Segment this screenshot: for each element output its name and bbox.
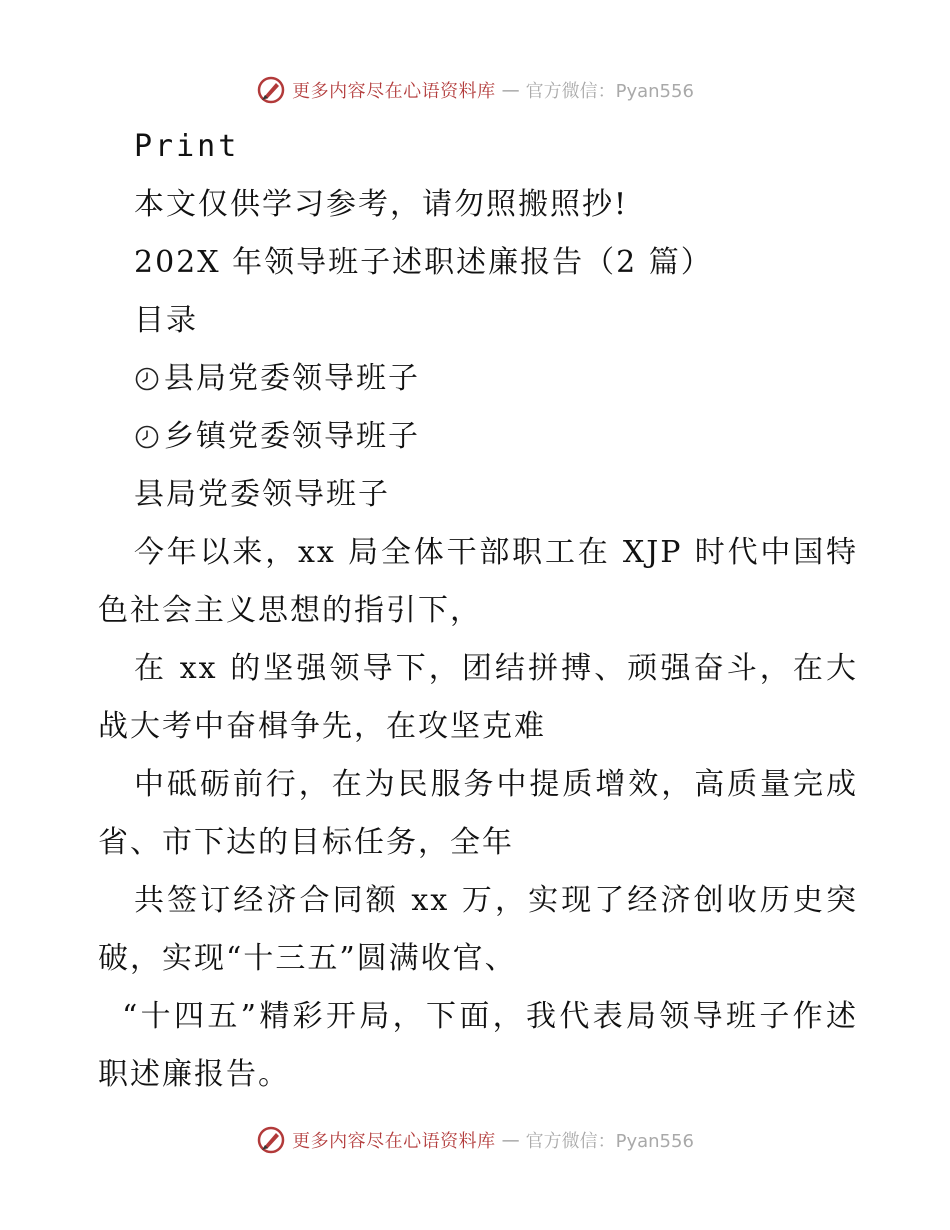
document-title: 202X 年领导班子述职述廉报告（2 篇） — [134, 245, 713, 280]
toc-item-township[interactable] — [98, 408, 858, 466]
body-paragraph: 共签订经济合同额 xx 万，实现了经济创收历史突破，实现“十三五”圆满收官、 — [98, 883, 858, 976]
banner-text: 更多内容尽在心语资料库 — [292, 1131, 496, 1152]
body-paragraph: 在 xx 的坚强领导下，团结拼搏、顽强奋斗，在大战大考中奋楫争先，在攻坚克难 — [98, 651, 858, 744]
notice-text: 本文仅供学习参考，请勿照搬照抄! — [134, 187, 629, 222]
toc-item-label: 县局党委领导班子 — [164, 361, 420, 396]
toc-item-county-bureau[interactable] — [98, 350, 858, 408]
header-banner — [0, 70, 950, 110]
pen-logo-icon — [256, 75, 286, 105]
banner-text: 更多内容尽在心语资料库 — [292, 81, 496, 102]
print-label: Print — [134, 129, 240, 164]
clock-icon — [134, 366, 160, 392]
footer-banner — [0, 1120, 950, 1160]
banner-wechat: 官方微信：Pyan556 — [525, 1131, 694, 1152]
pen-logo-icon — [256, 1125, 286, 1155]
toc-item-label: 乡镇党委领导班子 — [164, 419, 420, 454]
banner-separator: — — [501, 1129, 520, 1151]
body-paragraph: 中砥砺前行，在为民服务中提质增效，高质量完成省、市下达的目标任务，全年 — [98, 767, 858, 860]
section-heading: 县局党委领导班子 — [134, 477, 390, 512]
clock-icon — [134, 424, 160, 450]
banner-separator: — — [501, 79, 520, 101]
toc-heading: 目录 — [134, 303, 198, 338]
document-body — [98, 118, 858, 1104]
body-paragraph: “十四五”精彩开局，下面，我代表局领导班子作述职述廉报告。 — [98, 999, 858, 1092]
banner-wechat: 官方微信：Pyan556 — [525, 81, 694, 102]
body-paragraph: 今年以来，xx 局全体干部职工在 XJP 时代中国特色社会主义思想的指引下， — [98, 535, 858, 628]
